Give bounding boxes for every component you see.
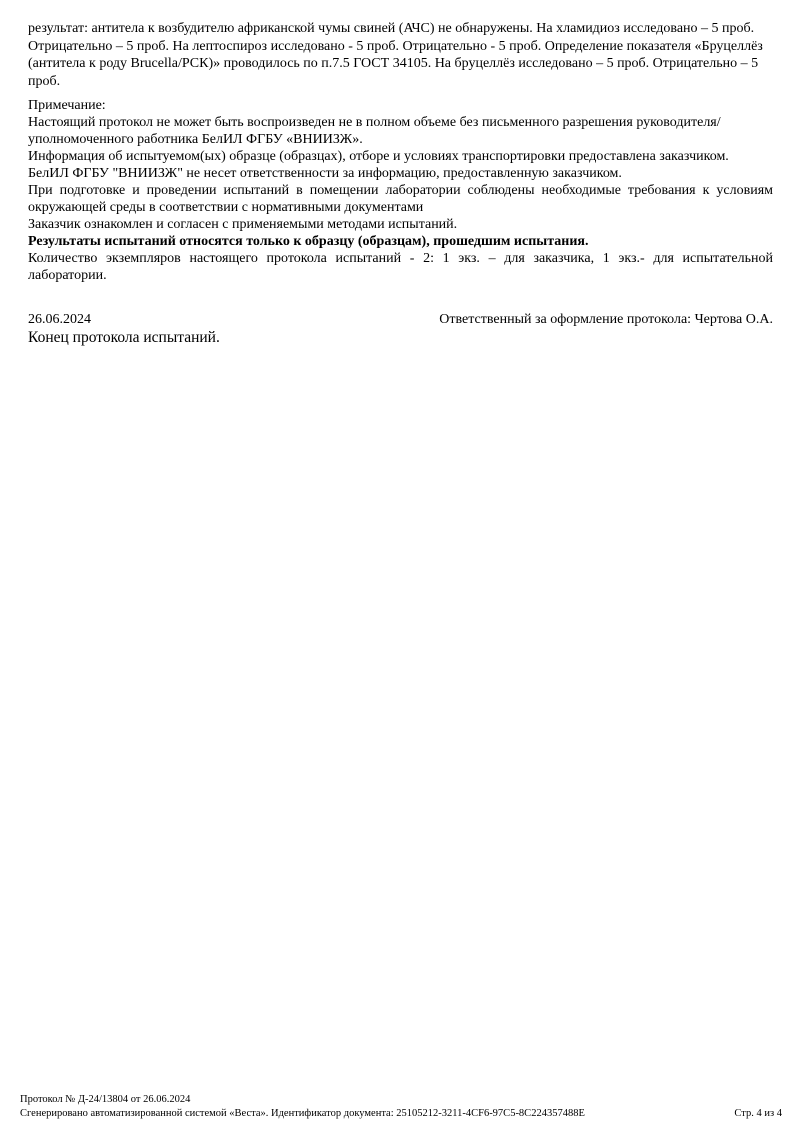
note-customer-ack: Заказчик ознакомлен и согласен с применяемыми методами испытаний. <box>28 217 458 232</box>
note-conditions: При подготовке и проведении испытаний в помещении лаборатории соблюдены необходимые требования к условиям окружающей среды в соответствии с нормативными документами <box>28 183 773 215</box>
results-section <box>28 20 773 90</box>
footer-generated: Сгенерировано автоматизированной системой «Веста». Идентификатор документа: 25105212-3211-4CF6-97C5-8C224357488E <box>20 1108 585 1119</box>
end-of-protocol: Конец протокола испытаний. <box>28 329 220 346</box>
footer-row <box>20 1107 782 1120</box>
results-paragraph: результат: антитела к возбудителю африканской чумы свиней (АЧС) не обнаружены. На хламидиоз исследовано – 5 проб. Отрицательно – 5 проб. На лептоспироз исследовано - 5 проб. Отрицательно - 5 проб. Определение показателя «Бруцеллёз (антитела к роду Brucella/РСК)» проводилось по п.7.5 ГОСТ 34105. На бруцеллёз исследовано – 5 проб. Отрицательно – 5 проб. <box>28 21 763 89</box>
note-section <box>28 97 773 284</box>
note-reproduction: Настоящий протокол не может быть воспроизведен не в полном объеме без письменного разрешения руководителя/уполномоченного работника БелИЛ ФГБУ «ВНИИЗЖ». <box>28 115 721 147</box>
signature-row <box>28 311 773 328</box>
note-heading: Примечание: <box>28 98 106 113</box>
note-sample-info: Информация об испытуемом(ых) образце (образцах), отборе и условиях транспортировки предоставлена заказчиком. <box>28 149 729 164</box>
signature-date: 26.06.2024 <box>28 312 91 327</box>
footer-protocol: Протокол № Д-24/13804 от 26.06.2024 <box>20 1094 191 1105</box>
note-liability: БелИЛ ФГБУ "ВНИИЗЖ" не несет ответственности за информацию, предоставленную заказчиком. <box>28 166 622 181</box>
signature-responsible: Ответственный за оформление протокола: Чертова О.А. <box>439 312 773 327</box>
note-results-scope: Результаты испытаний относятся только к образцу (образцам), прошедшим испытания. <box>28 234 589 249</box>
note-copies: Количество экземпляров настоящего протокола испытаний - 2: 1 экз. – для заказчика, 1 экз.- для испытательной лаборатории. <box>28 251 773 283</box>
footer-page-number: Стр. 4 из 4 <box>734 1108 782 1119</box>
